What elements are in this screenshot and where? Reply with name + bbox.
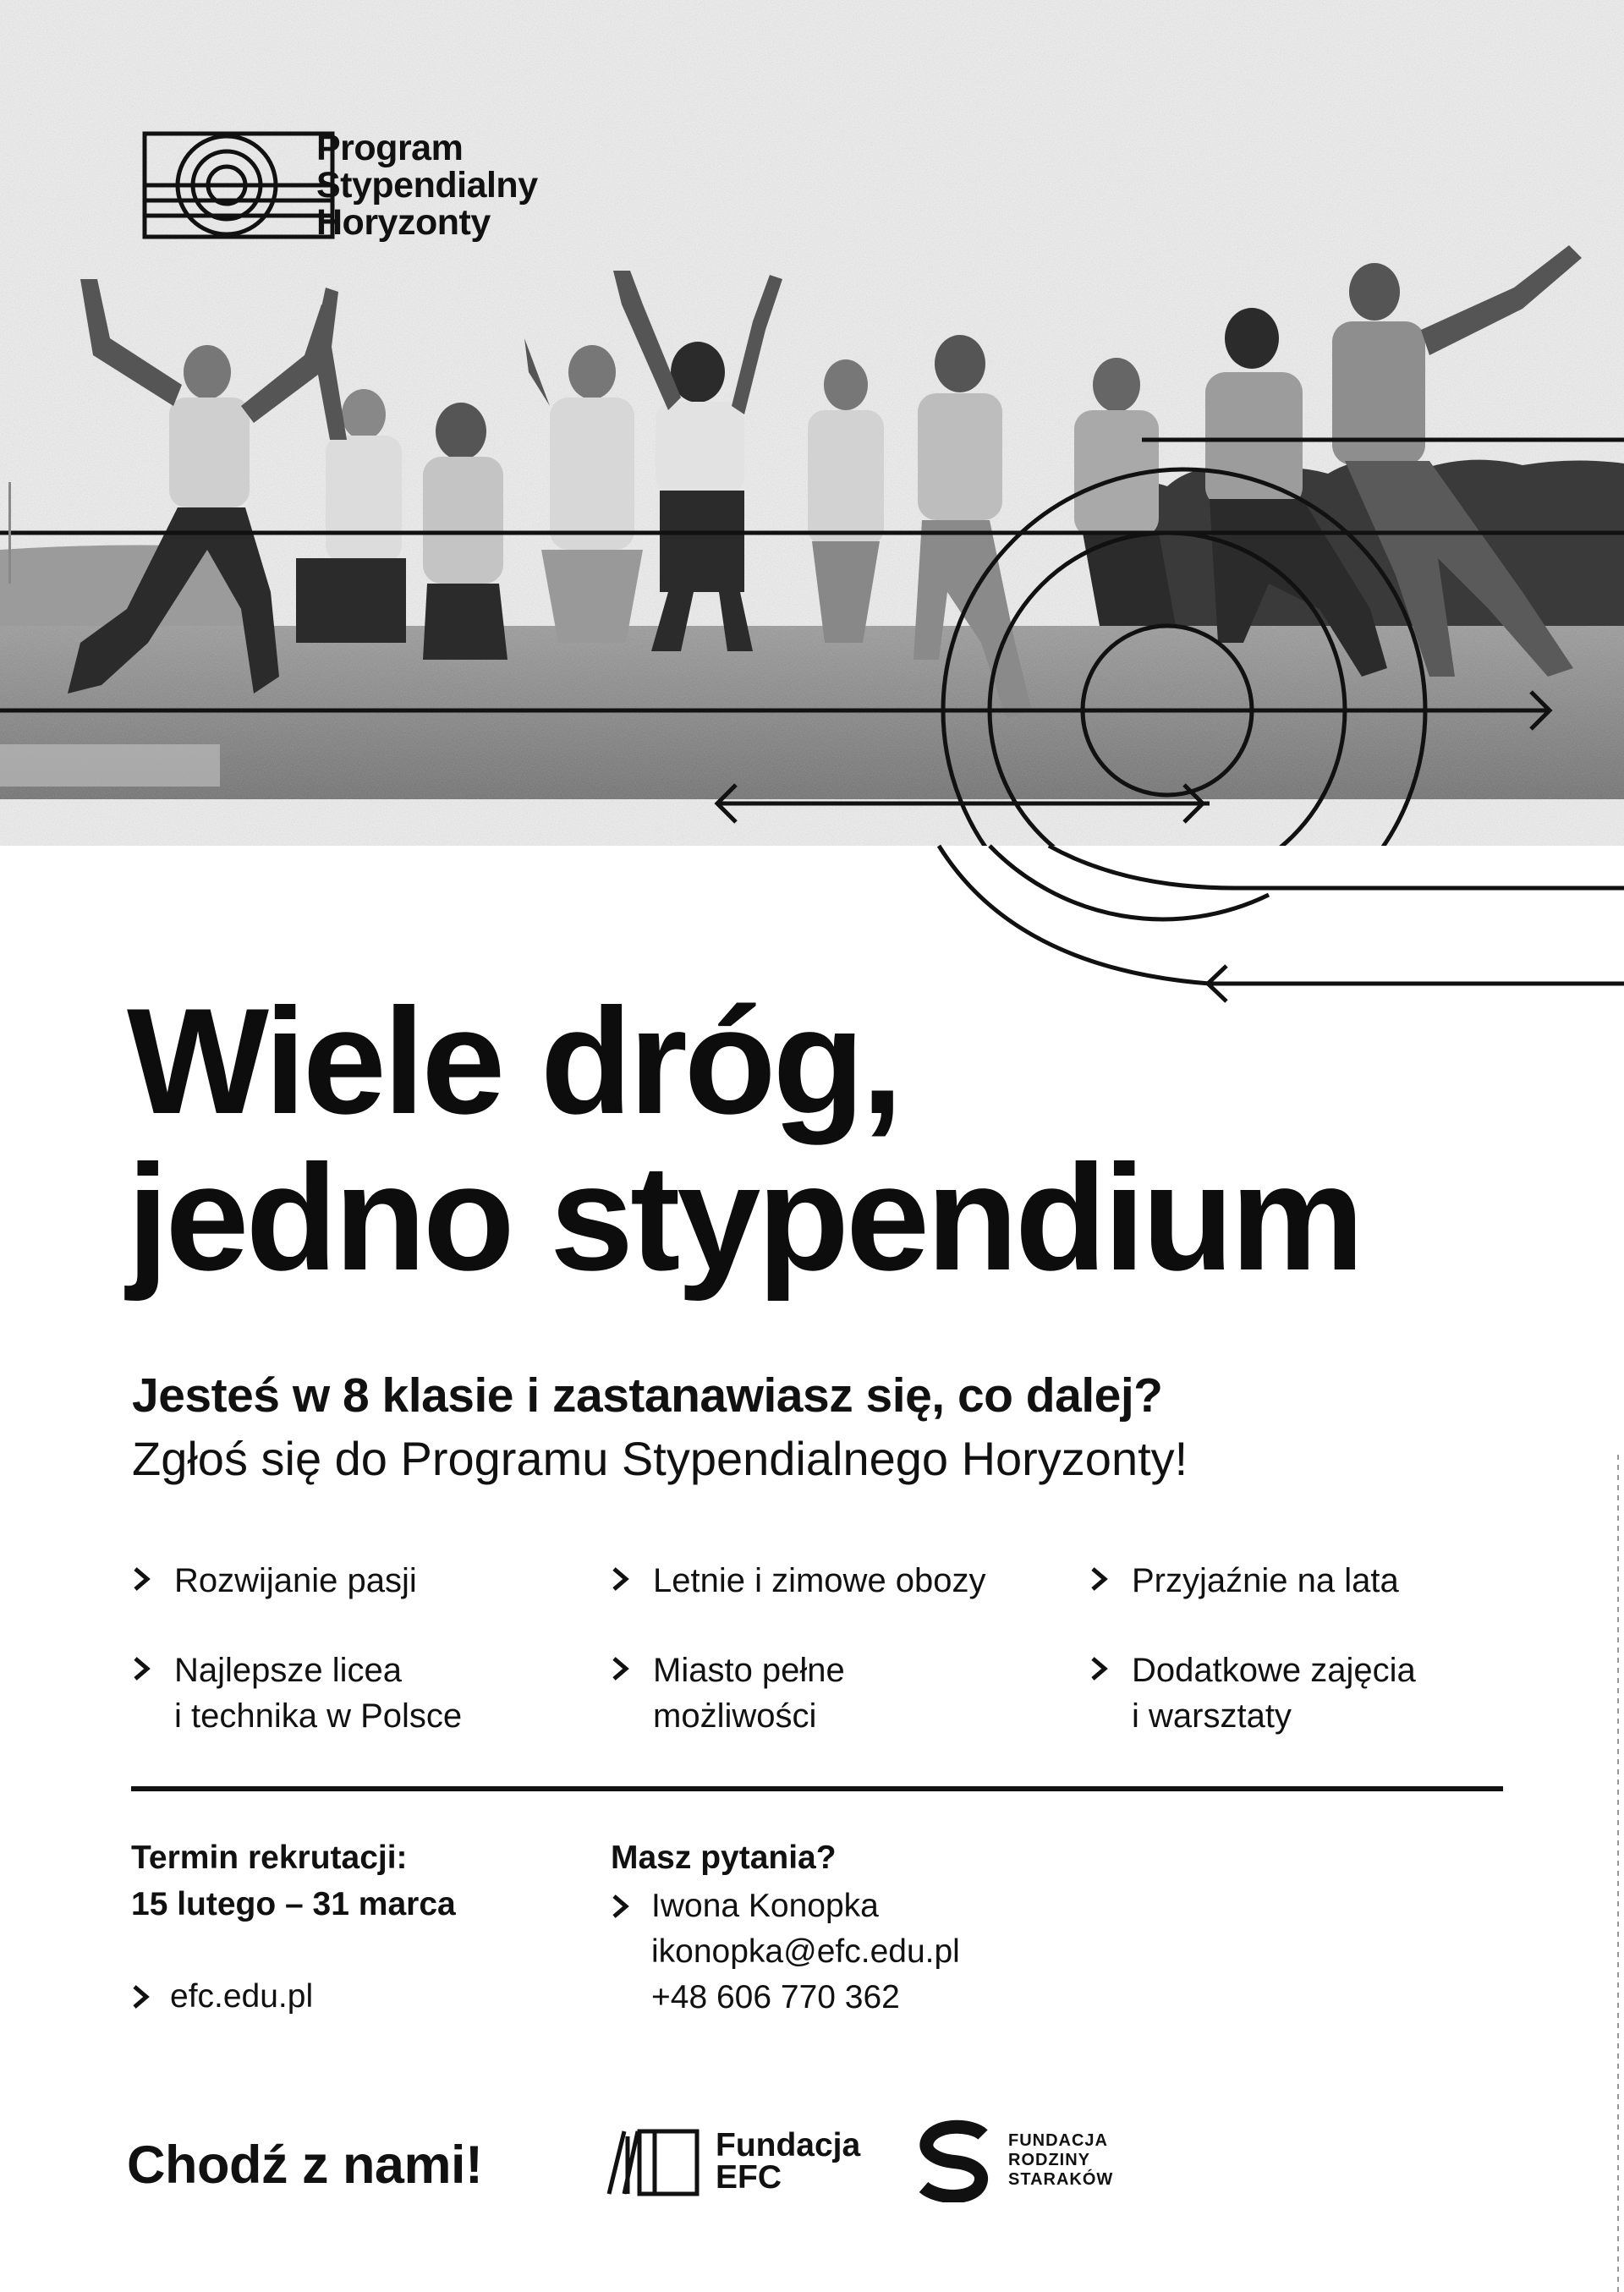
starak-logo-text-2: RODZINY	[1008, 2151, 1090, 2169]
recruitment-dates: 15 lutego – 31 marca	[131, 1886, 456, 1922]
contact-label: Masz pytania?	[611, 1840, 837, 1876]
subheading: Jesteś w 8 klasie i zastanawiasz się, co dalej?	[132, 1368, 1163, 1423]
benefit-text: Miasto pełne możliwości	[653, 1652, 845, 1735]
benefit-text: Najlepsze licea i technika w Polsce	[174, 1652, 463, 1735]
website-link[interactable]	[131, 1974, 469, 2020]
fundacja-rodziny-starakow-logo	[914, 2114, 1167, 2207]
starak-logo-icon	[914, 2119, 995, 2202]
chevron-right-icon	[611, 1656, 631, 1681]
logo-text-line-3: Horyzonty	[316, 202, 491, 243]
chevron-right-icon	[132, 1566, 152, 1592]
contact-phone[interactable]: +48 606 770 362	[651, 1979, 900, 2015]
section-divider	[131, 1786, 1503, 1791]
efc-logo-icon	[606, 2128, 700, 2197]
benefit-text: Letnie i zimowe obozy	[653, 1562, 986, 1599]
benefit-text: Przyjaźnie na lata	[1132, 1562, 1399, 1599]
chevron-right-icon	[611, 1894, 631, 1919]
footer-cta: Chodź z nami!	[127, 2136, 483, 2195]
contact-name: Iwona Konopka	[651, 1888, 879, 1924]
contact-email[interactable]: ikonopka@efc.edu.pl	[651, 1933, 960, 1970]
headline-line-1: Wiele dróg,	[127, 977, 900, 1145]
logo-text-line-2: Stypendialny	[316, 165, 538, 206]
chevron-right-icon	[1089, 1656, 1110, 1681]
starak-logo-text-3: STARAKÓW	[1008, 2170, 1114, 2189]
website-url[interactable]: efc.edu.pl	[170, 1978, 314, 2015]
efc-logo-text-2: EFC	[716, 2159, 782, 2196]
chevron-right-icon	[132, 1656, 152, 1681]
fundacja-efc-logo	[606, 2121, 893, 2206]
benefit-text: Dodatkowe zajęcia i warsztaty	[1132, 1652, 1416, 1735]
scan-edge-artifact	[1617, 1455, 1619, 2292]
chevron-right-icon	[1089, 1566, 1110, 1592]
horyzonty-logo-icon	[142, 131, 335, 239]
logo-text-line-1: Program	[316, 128, 464, 168]
chevron-right-icon	[611, 1566, 631, 1592]
benefit-text: Rozwijanie pasji	[174, 1562, 417, 1599]
subtext: Zgłoś się do Programu Stypendialnego Horyzonty!	[132, 1432, 1188, 1485]
horyzonty-logo	[142, 127, 616, 245]
chevron-right-icon	[131, 1984, 151, 2010]
headline-line-2: jedno stypendium	[127, 1133, 1361, 1302]
starak-logo-text-1: FUNDACJA	[1008, 2131, 1108, 2150]
contact-details	[611, 1883, 1051, 2027]
efc-logo-text-1: Fundacja	[716, 2127, 861, 2163]
recruitment-label: Termin rekrutacji:	[131, 1840, 408, 1876]
